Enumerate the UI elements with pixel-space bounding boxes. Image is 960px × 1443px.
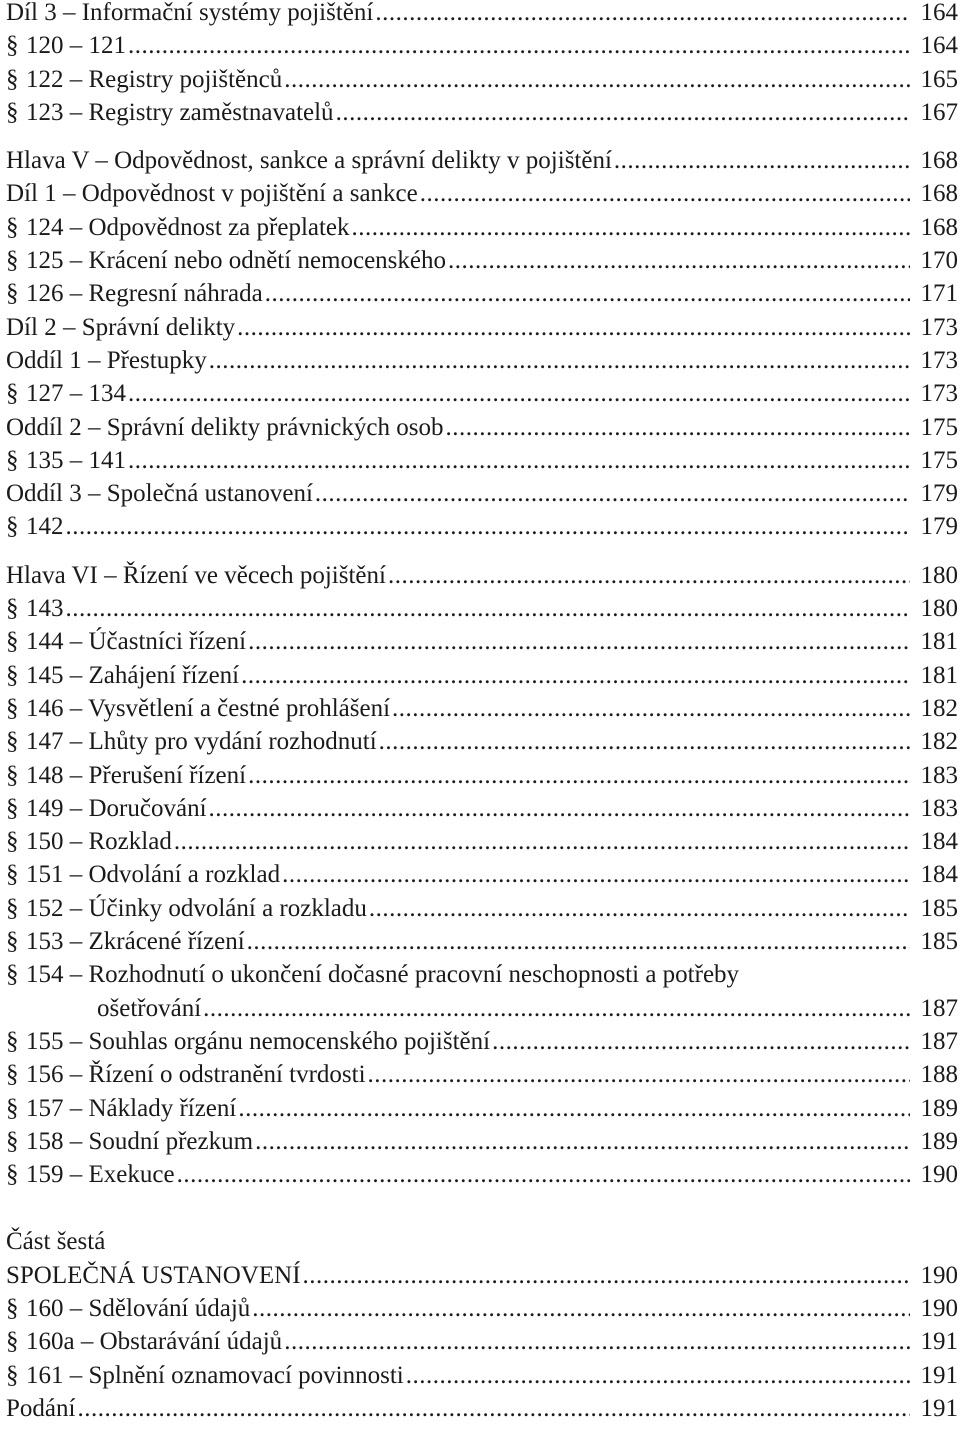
toc-entry-text: Díl 2 – Správní delikty bbox=[6, 313, 236, 341]
toc-entry-text: Hlava VI – Řízení ve věcech pojištění bbox=[6, 561, 386, 589]
dot-leader bbox=[255, 1125, 910, 1158]
toc-entry-label bbox=[6, 958, 740, 991]
toc-entry-text: 157 – Náklady řízení bbox=[26, 1094, 237, 1122]
toc-entry-label bbox=[6, 277, 263, 310]
toc-entry-label bbox=[6, 377, 126, 410]
section-sign-icon: § bbox=[6, 1027, 19, 1055]
toc-entry-label bbox=[6, 411, 443, 444]
toc-entry-page-number: 167 bbox=[920, 98, 958, 126]
toc-entry-page-number: 173 bbox=[920, 380, 958, 408]
toc-entry bbox=[6, 211, 958, 244]
toc-entry-text: ošetřování bbox=[97, 994, 202, 1022]
section-sign-icon: § bbox=[6, 1061, 19, 1089]
toc-entry-label bbox=[6, 1325, 283, 1358]
toc-entry-label bbox=[6, 625, 247, 658]
toc-entry bbox=[6, 792, 958, 825]
toc-entry-label bbox=[6, 1359, 404, 1392]
section-sign-icon: § bbox=[6, 65, 19, 93]
toc-entry bbox=[6, 277, 958, 310]
toc-entry-label bbox=[6, 177, 418, 210]
toc-entry-label bbox=[6, 444, 126, 477]
toc-entry-page-number: 188 bbox=[920, 1061, 958, 1089]
toc-entry-text: 145 – Zahájení řízení bbox=[26, 661, 240, 689]
toc-entry-label bbox=[6, 1058, 366, 1091]
toc-entry bbox=[6, 592, 958, 625]
toc-entry-label bbox=[6, 29, 126, 62]
section-sign-icon: § bbox=[6, 446, 19, 474]
toc-entry-text: 160 – Sdělování údajů bbox=[26, 1294, 251, 1322]
toc-entry-label bbox=[6, 63, 283, 96]
dot-leader bbox=[177, 1158, 910, 1191]
toc-entry-text: 144 – Účastníci řízení bbox=[26, 628, 247, 656]
section-sign-icon: § bbox=[6, 628, 19, 656]
dot-leader bbox=[248, 625, 910, 658]
toc-entry-text: 143 bbox=[26, 595, 64, 623]
section-sign-icon: § bbox=[6, 595, 19, 623]
toc-entry-page-number: 184 bbox=[920, 828, 958, 856]
section-sign-icon: § bbox=[6, 661, 19, 689]
section-sign-icon: § bbox=[6, 794, 19, 822]
toc-entry-page-number: 173 bbox=[920, 346, 958, 374]
toc-entry-text: 159 – Exekuce bbox=[26, 1161, 175, 1189]
toc-entry-text: 125 – Krácení nebo odnětí nemocenského bbox=[26, 247, 447, 275]
toc-entry-text: 122 – Registry pojištěnců bbox=[26, 65, 283, 93]
section-sign-icon: § bbox=[6, 694, 19, 722]
toc-entry-text: Podání bbox=[6, 1394, 76, 1422]
section-sign-icon: § bbox=[6, 513, 19, 541]
toc-entry-text: 135 – 141 bbox=[26, 446, 126, 474]
dot-leader bbox=[392, 692, 910, 725]
dot-leader bbox=[66, 510, 911, 543]
toc-entry-text: 146 – Vysvětlení a čestné prohlášení bbox=[26, 694, 391, 722]
toc-entry-label bbox=[6, 1392, 75, 1425]
toc-entry bbox=[6, 444, 958, 477]
toc-entry-label bbox=[6, 592, 64, 625]
toc-entry-text: 120 – 121 bbox=[26, 32, 126, 60]
section-sign-icon: § bbox=[6, 1161, 19, 1189]
toc-entry bbox=[6, 344, 958, 377]
dot-leader bbox=[247, 925, 910, 958]
dot-leader bbox=[303, 1259, 910, 1292]
toc-entry bbox=[6, 725, 958, 758]
toc-entry bbox=[6, 992, 958, 1025]
toc-entry bbox=[6, 1359, 958, 1392]
toc-entry-page-number: 168 bbox=[920, 213, 958, 241]
toc-entry bbox=[6, 311, 958, 344]
toc-entry-page-number: 180 bbox=[920, 595, 958, 623]
section-sign-icon: § bbox=[6, 928, 19, 956]
section-sign-icon: § bbox=[6, 380, 19, 408]
toc-entry-page-number: 187 bbox=[920, 994, 958, 1022]
toc-entry-label bbox=[6, 1225, 105, 1258]
dot-leader bbox=[379, 725, 910, 758]
toc-entry-text: Oddíl 1 – Přestupky bbox=[6, 346, 207, 374]
dot-leader bbox=[209, 792, 910, 825]
toc-entry-text: 149 – Doručování bbox=[26, 794, 207, 822]
dot-leader bbox=[492, 1025, 910, 1058]
toc-entry-page-number: 190 bbox=[920, 1261, 958, 1289]
dot-leader bbox=[248, 759, 910, 792]
section-sign-icon: § bbox=[6, 828, 19, 856]
dot-leader bbox=[445, 411, 910, 444]
dot-leader bbox=[388, 559, 910, 592]
dot-leader bbox=[282, 858, 910, 891]
toc-entry bbox=[6, 1025, 958, 1058]
toc-entry-label bbox=[6, 211, 350, 244]
toc-entry-label bbox=[6, 559, 386, 592]
toc-entry-text: 151 – Odvolání a rozklad bbox=[26, 861, 281, 889]
toc-entry-label bbox=[6, 892, 367, 925]
toc-entry bbox=[6, 0, 958, 29]
toc-entry-page-number: 190 bbox=[920, 1161, 958, 1189]
toc-entry-page-number: 189 bbox=[920, 1094, 958, 1122]
toc-entry-label bbox=[97, 992, 201, 1025]
toc-entry bbox=[6, 825, 958, 858]
toc-entry-label bbox=[6, 510, 64, 543]
toc-entry-text: 156 – Řízení o odstranění tvrdosti bbox=[26, 1061, 366, 1089]
toc-entry-page-number: 183 bbox=[920, 761, 958, 789]
toc-entry bbox=[6, 510, 958, 543]
section-sign-icon: § bbox=[6, 1328, 19, 1356]
toc-entry-label bbox=[6, 1092, 237, 1125]
dot-leader bbox=[237, 311, 910, 344]
toc-entry-label bbox=[6, 858, 281, 891]
toc-entry-page-number: 180 bbox=[920, 561, 958, 589]
toc-entry-label bbox=[6, 311, 235, 344]
toc-entry bbox=[6, 377, 958, 410]
toc-entry bbox=[6, 1292, 958, 1325]
toc-entry-page-number: 164 bbox=[920, 0, 958, 26]
section-sign-icon: § bbox=[6, 894, 19, 922]
toc-entry-text: 123 – Registry zaměstnavatelů bbox=[26, 98, 334, 126]
toc-entry-page-number: 187 bbox=[920, 1027, 958, 1055]
toc-entry bbox=[6, 1158, 958, 1191]
toc-entry bbox=[6, 63, 958, 96]
toc-entry-text: 124 – Odpovědnost za přeplatek bbox=[26, 213, 350, 241]
dot-leader bbox=[241, 659, 910, 692]
toc-entry-label bbox=[6, 96, 334, 129]
toc-entry-page-number: 183 bbox=[920, 794, 958, 822]
toc-entry-page-number: 181 bbox=[920, 628, 958, 656]
toc-entry-page-number: 175 bbox=[920, 446, 958, 474]
section-sign-icon: § bbox=[6, 280, 19, 308]
toc-entry-label bbox=[6, 659, 240, 692]
toc-entry-page-number: 179 bbox=[920, 480, 958, 508]
toc-entry-label bbox=[6, 1025, 491, 1058]
toc-entry-label bbox=[6, 1259, 301, 1292]
dot-leader bbox=[352, 211, 910, 244]
toc-entry-page-number: 185 bbox=[920, 928, 958, 956]
toc-entry bbox=[6, 1092, 958, 1125]
section-sign-icon: § bbox=[6, 728, 19, 756]
toc-entry bbox=[6, 1392, 958, 1425]
toc-entry-page-number: 170 bbox=[920, 247, 958, 275]
dot-leader bbox=[265, 277, 910, 310]
toc-entry-label bbox=[6, 1125, 254, 1158]
toc-entry bbox=[6, 144, 958, 177]
dot-leader bbox=[238, 1092, 910, 1125]
section-sign-icon: § bbox=[6, 1094, 19, 1122]
toc-entry-page-number: 173 bbox=[920, 313, 958, 341]
toc-entry bbox=[6, 1125, 958, 1158]
toc-entry bbox=[6, 858, 958, 891]
dot-leader bbox=[315, 477, 910, 510]
toc-entry bbox=[6, 244, 958, 277]
toc-entry-text: Díl 1 – Odpovědnost v pojištění a sankce bbox=[6, 180, 418, 208]
dot-leader bbox=[77, 1392, 910, 1425]
toc-entry bbox=[6, 29, 958, 62]
toc-entry-text: SPOLEČNÁ USTANOVENÍ bbox=[6, 1261, 301, 1289]
toc-entry-text: Část šestá bbox=[6, 1228, 106, 1256]
toc-entry-label bbox=[6, 792, 207, 825]
toc-entry-page-number: 165 bbox=[920, 65, 958, 93]
toc-entry-page-number: 191 bbox=[920, 1328, 958, 1356]
toc-entry bbox=[6, 659, 958, 692]
toc-entry-text: 153 – Zkrácené řízení bbox=[26, 928, 245, 956]
toc-entry bbox=[6, 925, 958, 958]
table-of-contents bbox=[6, 0, 958, 1425]
dot-leader bbox=[128, 444, 910, 477]
toc-entry-text: 150 – Rozklad bbox=[26, 828, 172, 856]
section-sign-icon: § bbox=[6, 1361, 19, 1389]
toc-entry-label bbox=[6, 144, 612, 177]
toc-entry-page-number: 182 bbox=[920, 694, 958, 722]
toc-entry-page-number: 189 bbox=[920, 1127, 958, 1155]
dot-leader bbox=[128, 29, 910, 62]
toc-entry-text: 160a – Obstarávání údajů bbox=[26, 1328, 283, 1356]
section-sign-icon: § bbox=[6, 961, 19, 989]
toc-entry-page-number: 185 bbox=[920, 894, 958, 922]
toc-entry-text: 155 – Souhlas orgánu nemocenského pojištění bbox=[26, 1027, 491, 1055]
dot-leader bbox=[174, 825, 910, 858]
toc-entry-page-number: 168 bbox=[920, 180, 958, 208]
toc-entry-text: 152 – Účinky odvolání a rozkladu bbox=[26, 894, 367, 922]
section-sign-icon: § bbox=[6, 32, 19, 60]
toc-entry-label bbox=[6, 1292, 251, 1325]
toc-entry-text: 161 – Splnění oznamovací povinnosti bbox=[26, 1361, 404, 1389]
toc-entry-page-number: 191 bbox=[920, 1394, 958, 1422]
section-sign-icon: § bbox=[6, 1127, 19, 1155]
toc-entry bbox=[6, 1225, 958, 1258]
dot-leader bbox=[406, 1359, 910, 1392]
toc-entry bbox=[6, 411, 958, 444]
toc-entry-page-number: 190 bbox=[920, 1294, 958, 1322]
toc-entry-text: 127 – 134 bbox=[26, 380, 126, 408]
section-sign-icon: § bbox=[6, 213, 19, 241]
dot-leader bbox=[336, 96, 910, 129]
toc-entry bbox=[6, 477, 958, 510]
toc-entry-page-number: 168 bbox=[920, 147, 958, 175]
toc-entry-label bbox=[6, 0, 373, 29]
toc-entry-text: 142 bbox=[26, 513, 64, 541]
dot-leader bbox=[66, 592, 911, 625]
toc-entry-page-number: 175 bbox=[920, 413, 958, 441]
toc-entry bbox=[6, 559, 958, 592]
toc-entry-label bbox=[6, 1158, 175, 1191]
section-sign-icon: § bbox=[6, 861, 19, 889]
toc-entry-text: 158 – Soudní přezkum bbox=[26, 1127, 254, 1155]
toc-entry-page-number: 191 bbox=[920, 1361, 958, 1389]
toc-entry bbox=[6, 958, 958, 991]
toc-entry-label bbox=[6, 925, 245, 958]
toc-entry-text: 154 – Rozhodnutí o ukončení dočasné pracovní neschopnosti a potřeby bbox=[26, 961, 740, 989]
toc-entry bbox=[6, 692, 958, 725]
toc-entry-page-number: 171 bbox=[920, 280, 958, 308]
dot-leader bbox=[284, 63, 910, 96]
dot-leader bbox=[128, 377, 910, 410]
toc-entry-page-number: 179 bbox=[920, 513, 958, 541]
dot-leader bbox=[369, 892, 910, 925]
dot-leader bbox=[368, 1058, 910, 1091]
toc-entry-label bbox=[6, 344, 207, 377]
toc-entry-text: 147 – Lhůty pro vydání rozhodnutí bbox=[26, 728, 377, 756]
section-sign-icon: § bbox=[6, 1294, 19, 1322]
toc-entry-label bbox=[6, 692, 391, 725]
toc-entry-page-number: 184 bbox=[920, 861, 958, 889]
toc-entry-page-number: 164 bbox=[920, 32, 958, 60]
toc-entry-text: 126 – Regresní náhrada bbox=[26, 280, 263, 308]
toc-entry bbox=[6, 1058, 958, 1091]
toc-entry bbox=[6, 759, 958, 792]
toc-entry-label bbox=[6, 244, 447, 277]
toc-entry-text: 148 – Přerušení řízení bbox=[26, 761, 247, 789]
dot-leader bbox=[252, 1292, 910, 1325]
dot-leader bbox=[203, 992, 910, 1025]
dot-leader bbox=[420, 177, 910, 210]
dot-leader bbox=[284, 1325, 910, 1358]
section-sign-icon: § bbox=[6, 761, 19, 789]
toc-entry-text: Oddíl 2 – Správní delikty právnických osob bbox=[6, 413, 444, 441]
dot-leader bbox=[209, 344, 910, 377]
toc-entry-page-number: 182 bbox=[920, 728, 958, 756]
toc-entry-page-number: 181 bbox=[920, 661, 958, 689]
dot-leader bbox=[614, 144, 910, 177]
toc-entry bbox=[6, 1259, 958, 1292]
toc-entry-text: Oddíl 3 – Společná ustanovení bbox=[6, 480, 313, 508]
toc-entry-label bbox=[6, 477, 313, 510]
section-sign-icon: § bbox=[6, 98, 19, 126]
toc-entry bbox=[6, 177, 958, 210]
toc-entry-text: Díl 3 – Informační systémy pojištění bbox=[6, 0, 374, 26]
toc-entry bbox=[6, 892, 958, 925]
toc-entry-label bbox=[6, 725, 377, 758]
toc-entry-text: Hlava V – Odpovědnost, sankce a správní delikty v pojištění bbox=[6, 147, 612, 175]
toc-entry-label bbox=[6, 825, 172, 858]
toc-entry bbox=[6, 96, 958, 129]
toc-entry bbox=[6, 1325, 958, 1358]
dot-leader bbox=[375, 0, 910, 29]
dot-leader bbox=[448, 244, 910, 277]
toc-entry-label bbox=[6, 759, 247, 792]
toc-entry bbox=[6, 625, 958, 658]
section-sign-icon: § bbox=[6, 247, 19, 275]
